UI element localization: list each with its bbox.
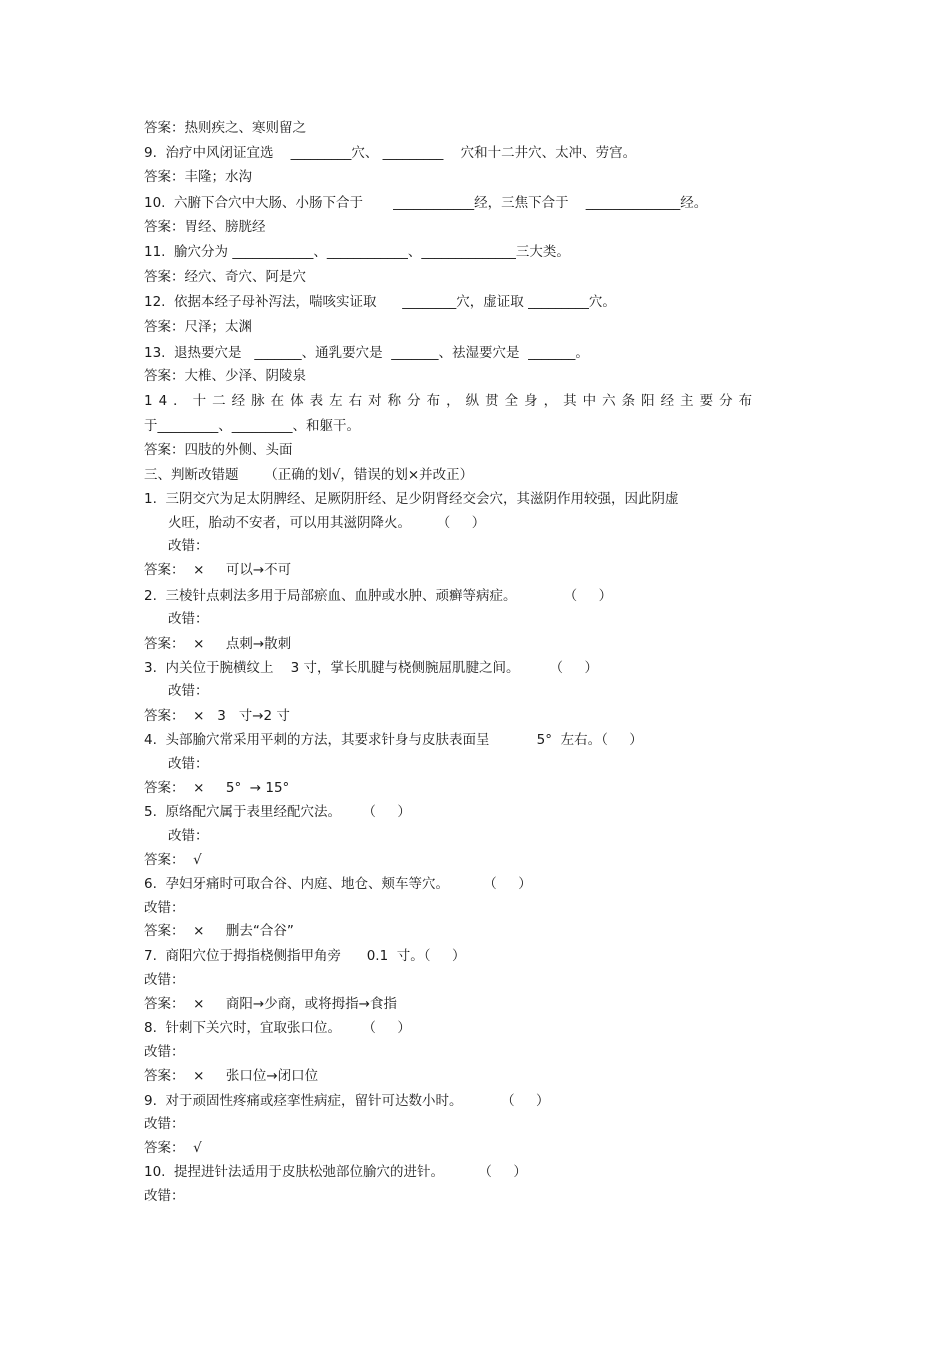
answer-line: 答案： √ [144, 1140, 202, 1156]
question-line: 9. 对于顽固性疼痛或痉挛性病症，留针可达数小时。 （ ） [144, 1093, 550, 1109]
answer-line: 答案： × 商阳→少商，或将拇指→食指 [144, 996, 397, 1012]
correction-label: 改错： [168, 756, 209, 772]
answer-line: 答案：四肢的外侧、头面 [144, 442, 293, 458]
correction-label: 改错： [144, 1044, 185, 1060]
answer-line: 答案：大椎、少泽、阴陵泉 [144, 368, 306, 384]
question-line-continued: 火旺，胎动不安者，可以用其滋阴降火。 （ ） [168, 515, 486, 531]
correction-label: 改错： [144, 972, 185, 988]
question-line: 5. 原络配穴属于表里经配穴法。 （ ） [144, 804, 411, 820]
answer-line: 答案：丰隆；水沟 [144, 169, 252, 185]
correction-label: 改错： [144, 1188, 185, 1204]
question-line: 13. 退热要穴是 _______、通乳要穴是 _______、祛湿要穴是 _______。 [144, 345, 589, 361]
answer-line: 答案： × 3 寸→2 寸 [144, 708, 290, 724]
question-line: 4. 头部腧穴常采用平刺的方法，其要求针身与皮肤表面呈 5° 左右。（ ） [144, 732, 643, 748]
question-line: 6. 孕妇牙痛时可取合谷、内庭、地仓、颊车等穴。 （ ） [144, 876, 532, 892]
correction-label: 改错： [168, 683, 209, 699]
answer-line: 答案： × 点刺→散刺 [144, 636, 292, 652]
question-line: 10. 提捏进针法适用于皮肤松弛部位腧穴的进针。 （ ） [144, 1164, 527, 1180]
question-line: 10. 六腑下合穴中大肠、小肠下合于 ____________经，三焦下合于 ______________经。 [144, 195, 708, 211]
question-line: 9. 治疗中风闭证宜选 _________穴、 _________ 穴和十二井穴、太冲、劳宫。 [144, 145, 637, 161]
answer-line: 答案：胃经、膀胱经 [144, 219, 266, 235]
correction-label: 改错： [144, 1116, 185, 1132]
answer-line: 答案：经穴、奇穴、阿是穴 [144, 269, 306, 285]
correction-label: 改错： [168, 611, 209, 627]
correction-label: 改错： [168, 828, 209, 844]
question-line: 11. 腧穴分为 ____________、____________、______________三大类。 [144, 244, 570, 260]
correction-label: 改错： [144, 900, 185, 916]
answer-line: 答案： √ [144, 852, 202, 868]
answer-line: 答案： × 可以→不可 [144, 562, 292, 578]
answer-line: 答案：热则疾之、寒则留之 [144, 120, 306, 136]
correction-label: 改错： [168, 538, 209, 554]
question-line: 12. 依据本经子母补泻法，喘咳实证取 ________穴，虚证取 _________穴。 [144, 294, 616, 310]
answer-line: 答案： × 5° → 15° [144, 780, 290, 796]
answer-line: 答案： × 删去“合谷” [144, 923, 294, 939]
answer-line: 答案： × 张口位→闭口位 [144, 1068, 319, 1084]
question-line: 1. 三阴交穴为足太阴脾经、足厥阴肝经、足少阴肾经交会穴，其滋阴作用较强，因此阴虚 [144, 491, 679, 507]
question-line: 8. 针刺下关穴时，宜取张口位。 （ ） [144, 1020, 411, 1036]
question-line: 3. 内关位于腕横纹上 3 寸，掌长肌腱与桡侧腕屈肌腱之间。 （ ） [144, 660, 599, 676]
question-line: 2. 三棱针点刺法多用于局部瘀血、血肿或水肿、顽癣等病症。 （ ） [144, 588, 613, 604]
answer-line: 答案：尺泽；太渊 [144, 319, 252, 335]
section-heading: 三、判断改错题 （正确的划√，错误的划×并改正） [144, 467, 474, 483]
question-line: 7. 商阳穴位于拇指桡侧指甲角旁 0.1 寸。（ ） [144, 948, 466, 964]
question-line-continued: 于_________、_________、和躯干。 [144, 418, 360, 434]
question-line: 14．十二经脉在体表左右对称分布，纵贯全身，其中六条阳经主要分布 [144, 393, 759, 409]
